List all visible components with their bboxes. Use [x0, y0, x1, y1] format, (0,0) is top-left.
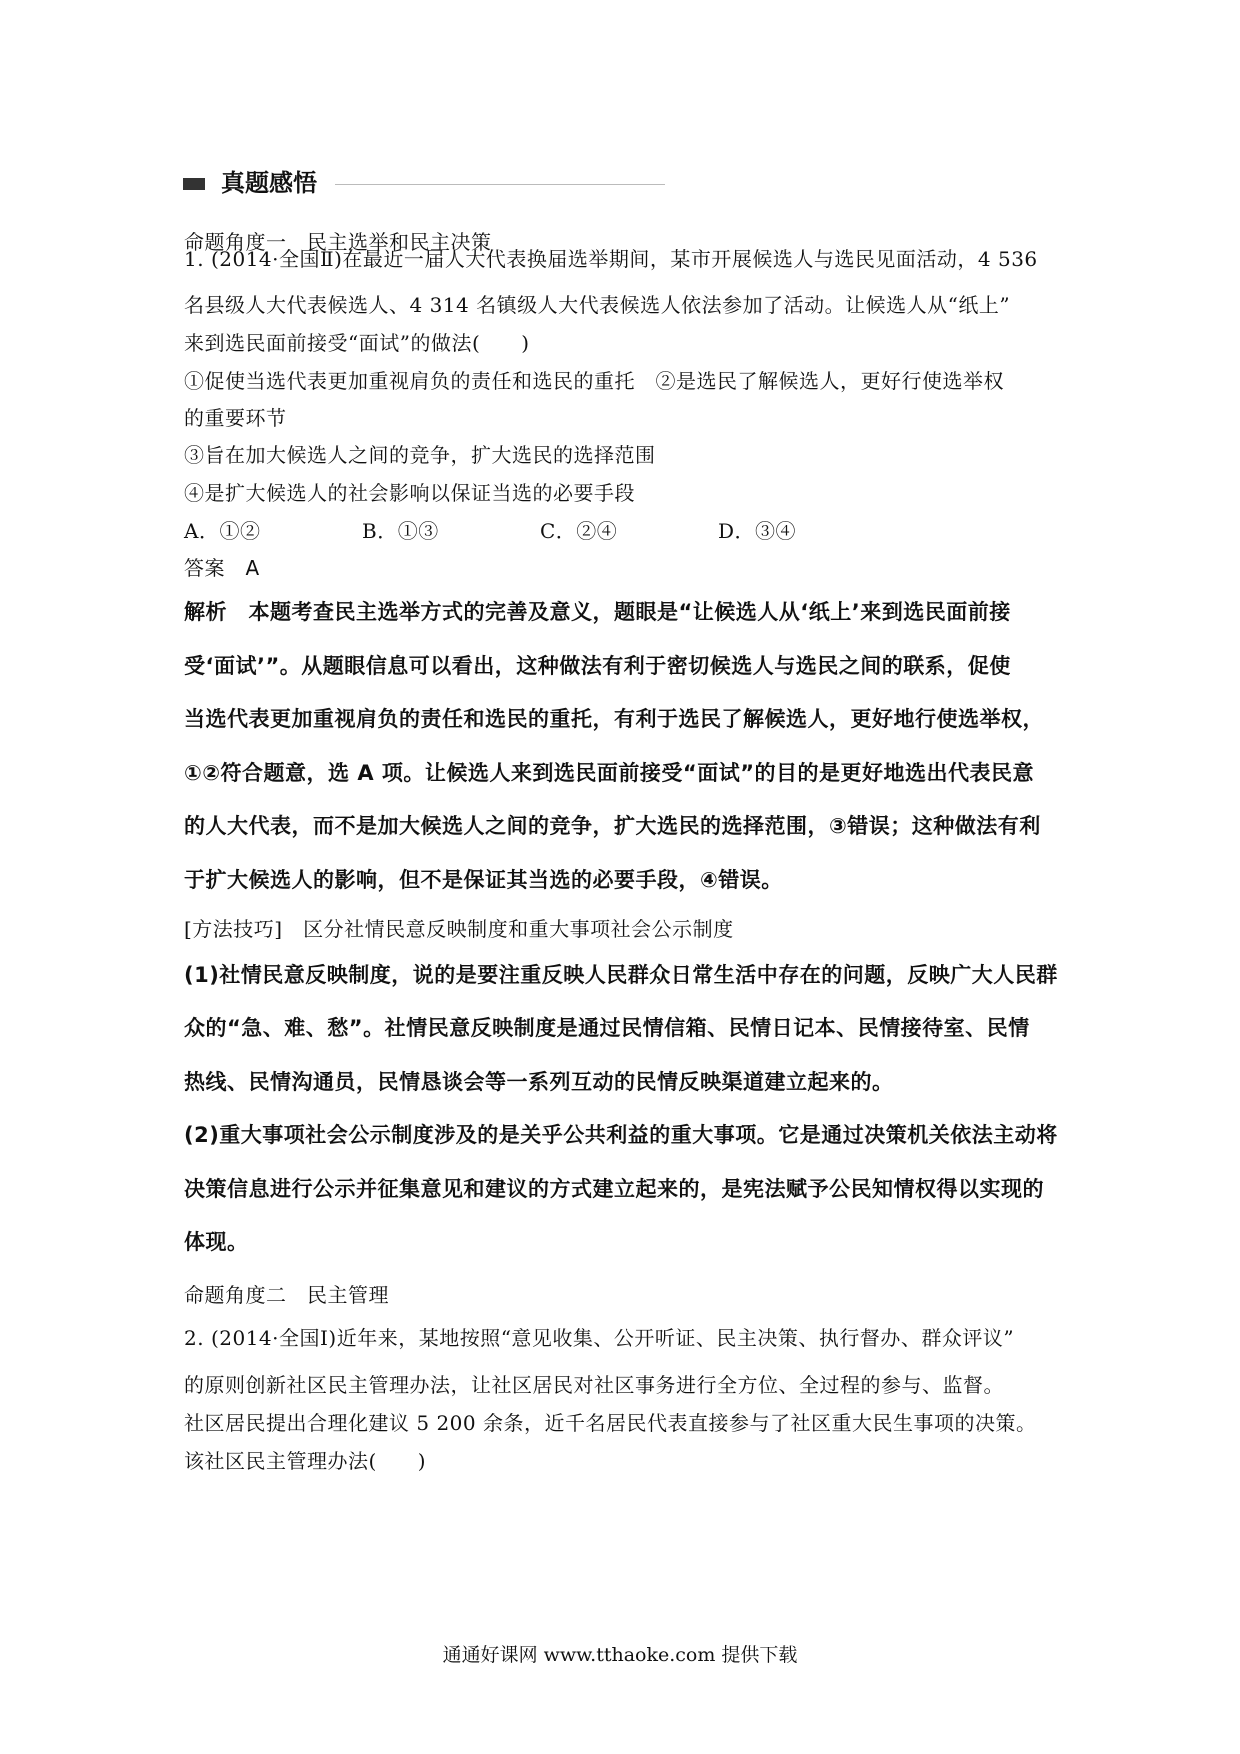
q1-option-c: C．②④ — [540, 519, 618, 543]
q1-analysis-line-1: 解析 本题考查民主选举方式的完善及意义，题眼是“让候选人从‘纸上’来到选民面前接 — [184, 600, 1011, 624]
q1-line-3: 来到选民面前接受“面试”的做法( ) — [184, 331, 530, 355]
q1-analysis-line-3: 当选代表更加重视肩负的责任和选民的重托，有利于选民了解候选人，更好地行使选举权， — [184, 707, 1044, 731]
section-marker-square — [183, 178, 205, 190]
q1-analysis-line-6: 于扩大候选人的影响，但不是保证其当选的必要手段，④错误。 — [184, 868, 783, 892]
q1-line-7: ④是扩大候选人的社会影响以保证当选的必要手段 — [184, 481, 635, 505]
q2-line-1: 2. (2014·全国Ⅰ)近年来，某地按照“意见收集、公开听证、民主决策、执行督办、群众评议” — [184, 1326, 1015, 1350]
q1-line-2: 名县级人大代表候选人、4 314 名镇级人大代表候选人依法参加了活动。让候选人从“纸上” — [184, 293, 1011, 317]
q1-option-a: A．①② — [184, 519, 261, 543]
method-line-2: 众的“急、难、愁”。社情民意反映制度是通过民情信箱、民情日记本、民情接待室、民情 — [184, 1016, 1030, 1040]
q1-answer: 答案 A — [184, 556, 260, 580]
q1-line-1: 1. (2014·全国Ⅱ)在最近一届人大代表换届选举期间，某市开展候选人与选民见面活动，4 536 — [184, 247, 1038, 271]
method-line-6: 体现。 — [184, 1230, 249, 1254]
q1-analysis-line-4: ①②符合题意，选 A 项。让候选人来到选民面前接受“面试”的目的是更好地选出代表民意 — [184, 761, 1035, 785]
angle2-heading: 命题角度二 民主管理 — [184, 1283, 389, 1307]
q1-line-4: ①促使当选代表更加重视肩负的责任和选民的重托 ②是选民了解候选人，更好行使选举权 — [184, 369, 1004, 393]
q1-analysis-line-2: 受‘面试’”。从题眼信息可以看出，这种做法有利于密切候选人与选民之间的联系，促使 — [184, 654, 1011, 678]
angle1-heading: 命题角度一 民主选举和民主决策 — [184, 230, 492, 254]
page-footer: 通通好课网 www.tthaoke.com 提供下载 — [442, 1644, 798, 1666]
q2-line-4: 该社区民主管理办法( ) — [184, 1449, 427, 1473]
method-title: [方法技巧] 区分社情民意反映制度和重大事项社会公示制度 — [184, 917, 734, 941]
q1-line-5: 的重要环节 — [184, 406, 287, 430]
q1-option-d: D．③④ — [718, 519, 797, 543]
section-header — [183, 164, 683, 202]
q1-options — [184, 516, 1064, 546]
q2-line-2: 的原则创新社区民主管理办法，让社区居民对社区事务进行全方位、全过程的参与、监督。 — [184, 1373, 1004, 1397]
q1-analysis-line-5: 的人大代表，而不是加大候选人之间的竞争，扩大选民的选择范围，③错误；这种做法有利 — [184, 814, 1041, 838]
section-divider — [335, 184, 665, 185]
method-line-4: (2)重大事项社会公示制度涉及的是关乎公共利益的重大事项。它是通过决策机关依法主动将 — [184, 1123, 1058, 1147]
section-title: 真题感悟 — [221, 169, 317, 197]
q2-line-3: 社区居民提出合理化建议 5 200 余条，近千名居民代表直接参与了社区重大民生事项的决策。 — [184, 1411, 1037, 1435]
q1-option-b: B．①③ — [362, 519, 439, 543]
method-line-1: (1)社情民意反映制度，说的是要注重反映人民群众日常生活中存在的问题，反映广大人民群 — [184, 963, 1058, 987]
q1-line-6: ③旨在加大候选人之间的竞争，扩大选民的选择范围 — [184, 443, 656, 467]
method-line-3: 热线、民情沟通员，民情恳谈会等一系列互动的民情反映渠道建立起来的。 — [184, 1070, 894, 1094]
method-line-5: 决策信息进行公示并征集意见和建议的方式建立起来的，是宪法赋予公民知情权得以实现的 — [184, 1177, 1044, 1201]
